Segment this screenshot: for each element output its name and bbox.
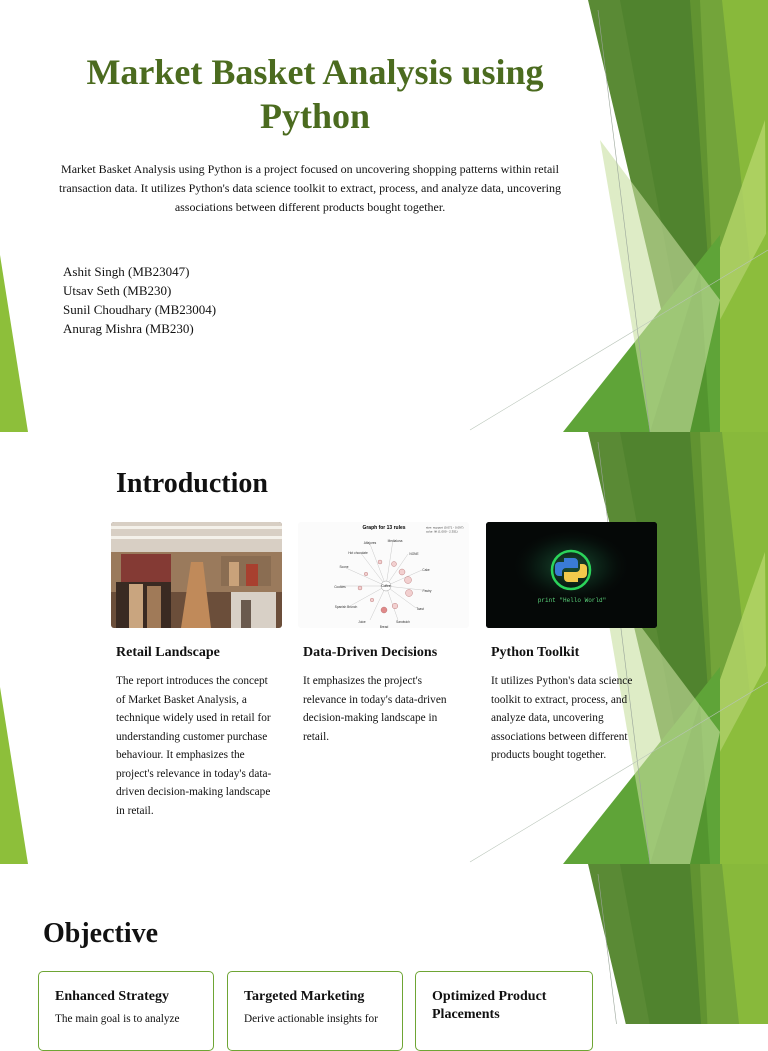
- card-title-retail-landscape: Retail Landscape: [116, 645, 220, 660]
- objective-heading: Objective: [43, 918, 159, 949]
- python-caption: print "Hello World": [537, 597, 607, 604]
- graph-legend-size: size: support (0.071 - 0.097): [426, 525, 464, 530]
- objective-card-text: The main goal is to analyze: [55, 1013, 180, 1025]
- graph-node-label: Hot chocolate: [348, 551, 368, 555]
- card-text-data-driven: It emphasizes the project's relevance in today's data-driven decision-making landscape in retail.: [303, 675, 447, 743]
- card-title-python-toolkit: Python Toolkit: [491, 645, 580, 660]
- retail-store-image: [111, 522, 282, 628]
- presentation-description: Market Basket Analysis using Python is a project focused on uncovering shopping patterns within retail transaction data. It utilizes Python's data science toolkit to extract, process, and analyze data, uncovering associations between different products bought together.: [59, 162, 561, 214]
- graph-node-label: NONE: [409, 552, 419, 556]
- graph-legend-color: color: lift (1.000 - 2.351): [426, 529, 458, 534]
- graph-node-label: Cake: [422, 568, 430, 572]
- presentation-title: Market Basket Analysis using Python: [86, 52, 544, 136]
- objective-card-title: Targeted Marketing: [244, 989, 365, 1004]
- author-name: Anurag Mishra (MB230): [63, 321, 194, 336]
- graph-node-label: Bread: [379, 625, 389, 628]
- objective-card-enhanced-strategy: [38, 971, 214, 1051]
- python-logo-image: [486, 522, 657, 628]
- association-graph-image: [298, 522, 469, 628]
- author-name: Utsav Seth (MB230): [63, 283, 172, 298]
- graph-node-label: Spanish Brunch: [334, 605, 358, 609]
- graph-node-label: Juice: [358, 620, 366, 624]
- graph-center-node: Coffee: [381, 583, 391, 588]
- graph-node-label: Scone: [339, 565, 349, 569]
- objective-card-targeted-marketing: [227, 971, 403, 1051]
- objective-card-text: Derive actionable insights for: [244, 1013, 378, 1025]
- graph-node-label: Toast: [416, 607, 424, 611]
- card-text-retail-landscape: The report introduces the concept of Market Basket Analysis, a technique widely used in retail for understanding customer purchase behaviour. It emphasizes the project's relevance in today's data-driven decision-making landscape in retail.: [116, 675, 272, 817]
- author-name: Sunil Choudhary (MB23004): [63, 302, 217, 317]
- introduction-heading: Introduction: [116, 468, 268, 499]
- graph-node-label: Alfajores: [363, 541, 377, 545]
- author-name: Ashit Singh (MB23047): [63, 264, 190, 279]
- title-slide: [0, 0, 768, 432]
- graph-title: Graph for 13 rules: [362, 525, 406, 532]
- card-text-python-toolkit: It utilizes Python's data science toolkit to extract, process, and analyze data, uncovering associations between different products bought together.: [491, 675, 633, 761]
- graph-node-label: Pastry: [422, 589, 432, 593]
- graph-node-label: Sandwich: [396, 620, 410, 624]
- graph-node-label: Medialuna: [387, 539, 403, 543]
- objective-card-optimized-placements: [415, 971, 593, 1051]
- card-title-data-driven: Data-Driven Decisions: [303, 645, 438, 660]
- objective-card-title: Enhanced Strategy: [55, 989, 169, 1004]
- objective-card-title: Optimized Product Placements: [432, 989, 547, 1022]
- graph-node-label: Cookies: [334, 585, 346, 589]
- author-list: [63, 262, 216, 338]
